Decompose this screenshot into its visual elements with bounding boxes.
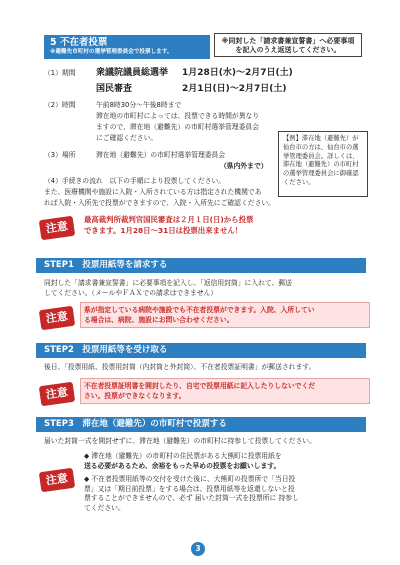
election1-dates: 1月28日(水)～2月7日(土)	[182, 68, 293, 78]
step2-warn-line1: 不在者投票証明書を開封したり、自宅で投票用紙に記入したりしないでくだ	[84, 382, 316, 390]
step1-body	[44, 278, 369, 298]
step3-b2-line4: てください。	[84, 503, 125, 512]
section-header	[44, 35, 210, 59]
warning-mark: 注意	[39, 382, 75, 407]
election2-dates: 2月1日(日)～2月7日(土)	[182, 84, 287, 94]
section-title: 5 不在者投票	[50, 37, 108, 48]
example-note: 【例】滞在地（避難先）が仙台市の方は、仙台市の選挙管理委員会。詳しくは、滞在地（避難先）の市町村の選挙管理委員会に御確認ください。	[278, 131, 368, 197]
warning1-line2: できます。1月28日～31日は投票出来ません！	[84, 225, 243, 235]
callout-box: ※同封した「請求書兼宣誓書」へ必要事項を記入のうえ返送してください。	[214, 33, 362, 57]
time-line3: ますので、滞在地（避難先）の市町村選挙管理委員会	[96, 123, 259, 131]
place-label: （3）場所	[44, 151, 76, 159]
step2-header: STEP2 投票用紙等を受け取る	[36, 343, 366, 358]
place-text: 滞在地（避難先）の市町村選挙管理委員会	[96, 151, 226, 159]
step3-bullets	[84, 452, 368, 514]
step3-text: 届いた封筒一式を開封せずに、滞在地（避難先）の市町村に持参して投票してください。	[44, 437, 316, 445]
step3-b1-line2: 送る必要があるため、余裕をもった早めの投票をお願いします。	[84, 461, 281, 470]
procedure-line1: （4）手続きの流れ 以下の手順により投票してください。	[44, 177, 226, 185]
step1-text2: してください。（メールやＦＡＸでの請求はできません）	[44, 289, 218, 297]
election1-name: 衆議院議員総選挙	[96, 68, 169, 78]
time-line2: 滞在地の市町村によっては、投票できる時間が異なり	[96, 112, 260, 120]
warning-mark: 注意	[39, 216, 75, 241]
step3-header: STEP3 滞在地（避難先）の市町村で投票する	[36, 417, 366, 432]
place-note: （県内外まで）	[220, 162, 268, 170]
section-subtitle: ※避難先市町村の選挙管理委員会で投票します。	[50, 49, 173, 55]
step1-warn-line1: 県が指定している病院や施設でも不在者投票ができます。入院、入所してい	[84, 306, 315, 314]
page-number: 3	[191, 542, 205, 556]
step2-warning-text	[84, 381, 368, 401]
step1-text1: 同封した「請求書兼宣誓書」に必要事項を記入し、「返信用封筒」に入れて、郵送	[44, 279, 292, 287]
procedure-line2: また、医療機関や施設に入院・入所されている方は指定された機関であ	[44, 188, 262, 196]
step3-b1-line1: ◆ 滞在地（避難先）の市町村の住民票がある大熊町に投票用紙を	[84, 452, 282, 460]
warning-mark: 注意	[39, 468, 75, 493]
step2-warn-line2: さい。投票ができなくなります。	[84, 392, 186, 400]
step2-text: 後日、「投票用紙、投票用封筒（内封筒と外封筒）、不在者投票証明書」が郵送されます。	[44, 363, 316, 371]
step1-header: STEP1 投票用紙等を請求する	[36, 258, 366, 273]
step1-warn-line2: る場合は、病院、施設にお問い合わせください。	[84, 316, 234, 324]
warning-mark: 注意	[39, 306, 75, 331]
step3-b2-line1: ◆ 不在者投票用紙等の交付を受けた後に、大熊町の投票所で「当日投	[84, 475, 296, 484]
election2-name: 国民審査	[96, 84, 133, 94]
time-label: （2）時間	[44, 101, 76, 109]
step1-warning-text	[84, 305, 368, 325]
warning1-text	[84, 215, 334, 236]
time-line4: にご確認ください。	[96, 134, 158, 142]
warning1-line1: 最高裁判所裁判官国民審査は２月１日(日)から投票	[84, 215, 254, 224]
step3-b2-line2: 票」又は「期日前投票」をする場合は、投票用紙等を返還しないと投	[84, 484, 295, 493]
time-line1: 午前8時30分～午後8時まで	[96, 101, 182, 109]
period-label: （1）期間	[44, 69, 76, 77]
procedure-line3: れば入院・入所先で投票ができますので、入院・入所先にご確認ください。	[44, 199, 275, 207]
step3-b2-line3: 票することができませんので、必ず 届いた封筒一式を投票所に 持参し	[84, 494, 299, 503]
